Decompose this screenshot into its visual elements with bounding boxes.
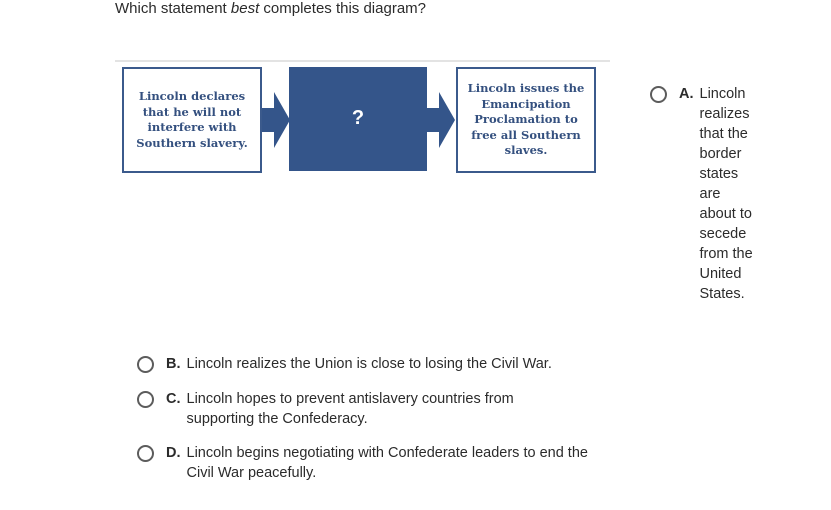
diagram-box-unknown xyxy=(289,67,427,171)
diagram-box-unknown-text: ? xyxy=(351,107,365,130)
choice-c-letter: C. xyxy=(166,391,181,407)
diagram-box-first xyxy=(122,67,262,173)
diagram-box-last xyxy=(456,67,596,173)
choice-c[interactable] xyxy=(137,389,547,429)
choice-c-text: Lincoln hopes to prevent antislavery countries from supporting the Confederacy. xyxy=(186,391,514,427)
diagram-box-last-text: Lincoln issues the Emancipation Proclamation to free all Southern slaves. xyxy=(467,81,585,158)
radio-d[interactable] xyxy=(137,445,154,462)
choice-a[interactable] xyxy=(650,84,758,304)
choice-b[interactable] xyxy=(137,354,552,374)
diagram-box-first-text: Lincoln declares that he will not interfere with Southern slavery. xyxy=(136,89,248,150)
choice-a-letter: A. xyxy=(679,86,694,102)
divider xyxy=(115,60,610,62)
question-prefix: Which statement xyxy=(115,0,231,17)
choice-d[interactable] xyxy=(137,443,617,483)
choice-d-letter: D. xyxy=(166,445,181,461)
question-emphasis: best xyxy=(230,0,260,17)
arrow-right-icon xyxy=(427,92,455,148)
choice-d-text: Lincoln begins negotiating with Confederate leaders to end the Civil War peacefully. xyxy=(186,445,588,481)
radio-b[interactable] xyxy=(137,356,154,373)
question-suffix: completes this diagram? xyxy=(259,0,426,17)
radio-c[interactable] xyxy=(137,391,154,408)
choice-b-letter: B. xyxy=(166,356,181,372)
choice-b-text: Lincoln realizes the Union is close to losing the Civil War. xyxy=(186,356,552,372)
choice-a-text: Lincoln realizes that the border states are about to secede from the United States. xyxy=(699,86,753,302)
arrow-right-icon xyxy=(262,92,290,148)
radio-a[interactable] xyxy=(650,86,667,103)
question-text xyxy=(115,0,426,18)
